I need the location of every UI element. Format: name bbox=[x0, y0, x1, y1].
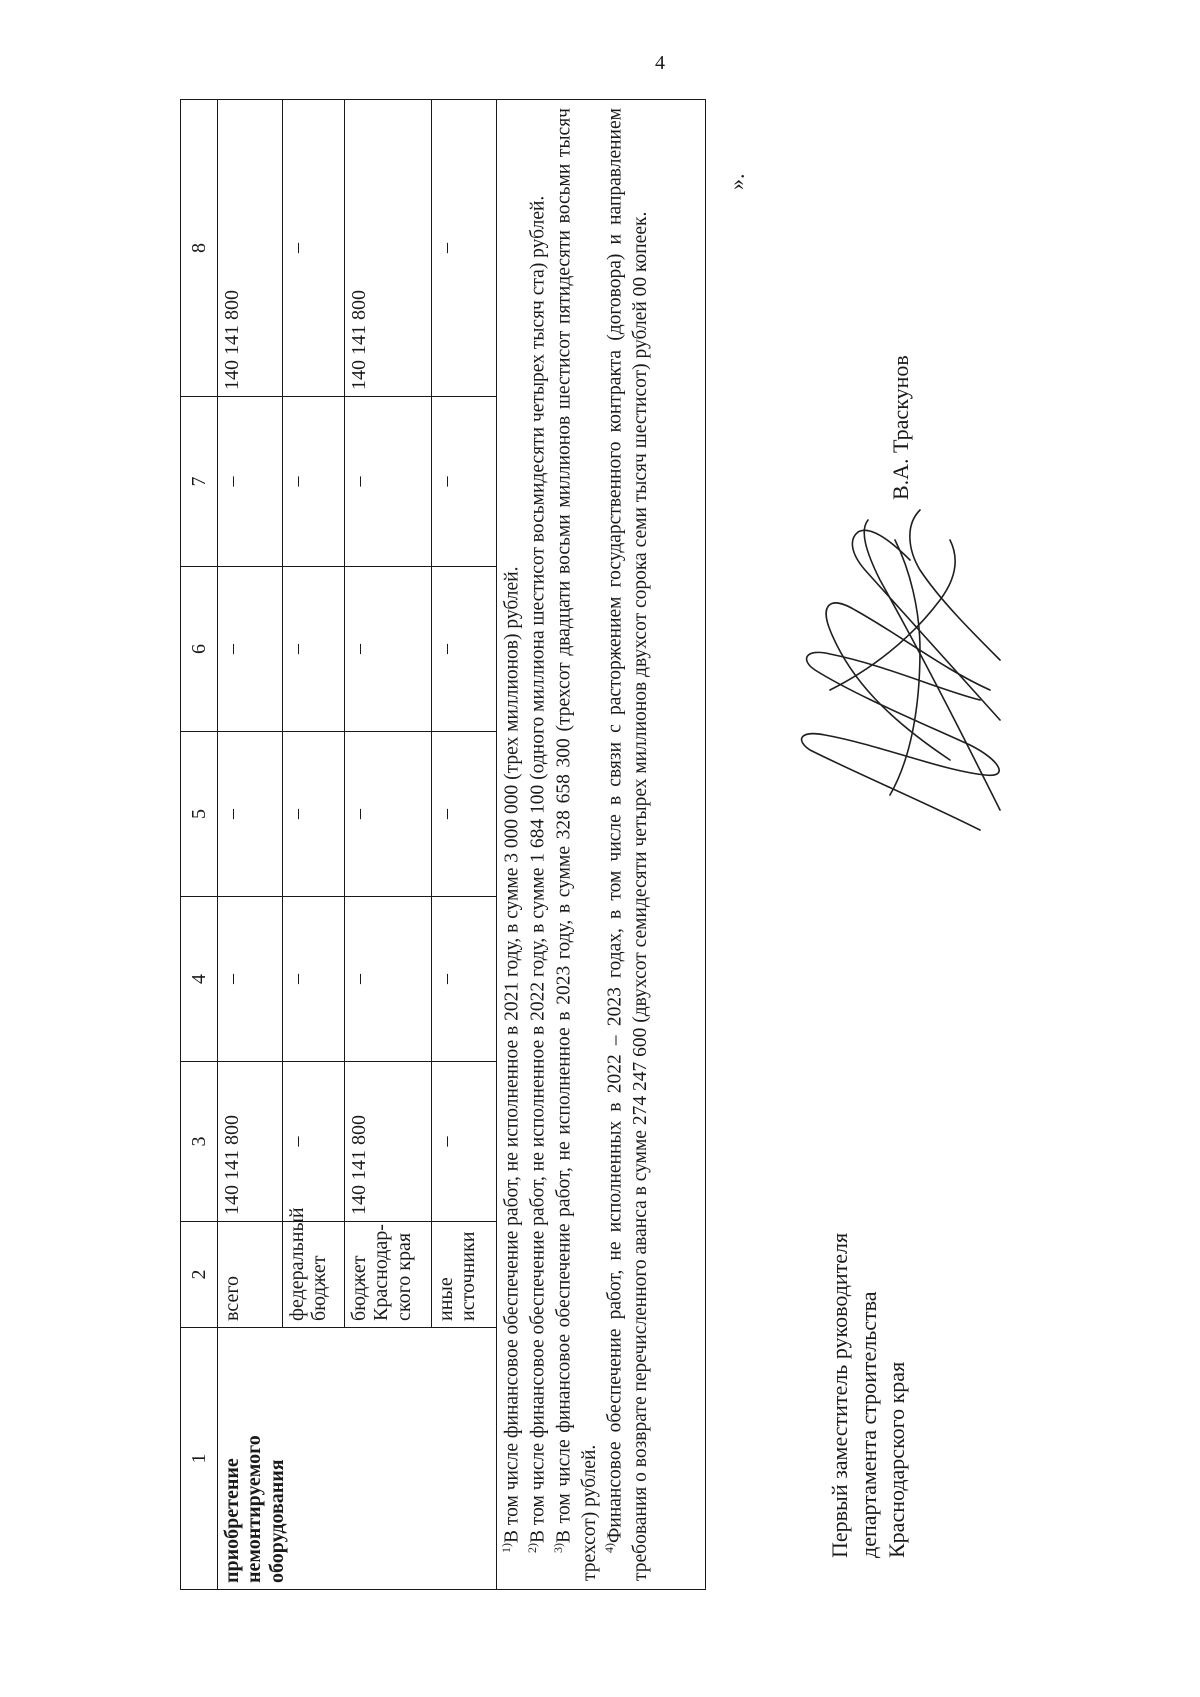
column-header: 6 bbox=[181, 567, 218, 732]
source-cell: всего bbox=[218, 1222, 283, 1328]
value-cell: – bbox=[283, 1062, 345, 1222]
closing-quote: ». bbox=[724, 173, 749, 190]
value-cell: – bbox=[283, 397, 345, 567]
value-cell: – bbox=[345, 897, 432, 1062]
footnote-text: В том числе финансовое обеспечение работ, не исполненное в 2022 году, в сумме 1 684 100 (одного миллиона шестисот восьмидесяти четырех тысяч ста) рублей. bbox=[527, 195, 549, 1543]
value-cell: – bbox=[218, 567, 283, 732]
value-cell: – bbox=[432, 100, 497, 397]
signer-name: В.А. Траскунов bbox=[888, 355, 913, 500]
budget-table bbox=[180, 99, 706, 1590]
value-cell: – bbox=[432, 567, 497, 732]
column-header: 2 bbox=[181, 1222, 218, 1328]
footnote-mark: 4) bbox=[601, 1543, 616, 1553]
value-cell: 140 141 800 bbox=[345, 100, 432, 397]
footnotes-cell bbox=[497, 100, 706, 1590]
value-cell: – bbox=[432, 1062, 497, 1222]
signer-title bbox=[826, 1233, 912, 1558]
value-cell: – bbox=[283, 567, 345, 732]
value-cell: – bbox=[283, 100, 345, 397]
signer-title-line: департамента строительства bbox=[855, 1291, 881, 1558]
footnote bbox=[551, 108, 602, 1581]
signer-title-line: Первый заместитель руководителя bbox=[827, 1232, 852, 1558]
footnote-text: Финансовое обеспечение работ, не исполненных в 2022 – 2023 годах, в том числе в связи с расторжением государственного контракта (договора) и направлением требования о возврате перечисленного аванса в сумме 274 247 600 (двухсот семидесяти четырех миллионов двухсот сорока семи тысяч шестисот) рублей 00 копеек. bbox=[604, 108, 651, 1581]
value-cell: – bbox=[283, 897, 345, 1062]
table-row bbox=[218, 100, 283, 1590]
value-cell: – bbox=[345, 567, 432, 732]
value-cell: 140 141 800 bbox=[345, 1062, 432, 1222]
value-cell: – bbox=[432, 732, 497, 897]
value-cell: – bbox=[432, 397, 497, 567]
value-cell: – bbox=[345, 732, 432, 897]
footnote-text: В том числе финансовое обеспечение работ, не исполненное в 2023 году, в сумме 328 658 300 (трехсот двадцати восьми миллионов шестисот пятидесяти восьми тысяч трехсот) рублей. bbox=[553, 108, 600, 1581]
value-cell: – bbox=[218, 897, 283, 1062]
value-cell: – bbox=[218, 732, 283, 897]
source-cell: федеральный бюджет bbox=[283, 1222, 345, 1328]
column-header: 5 bbox=[181, 732, 218, 897]
footnote bbox=[525, 108, 551, 1581]
footnote-mark: 1) bbox=[499, 1543, 513, 1553]
footnotes-row bbox=[497, 100, 706, 1590]
value-cell: 140 141 800 bbox=[218, 100, 283, 397]
page-number: 4 bbox=[655, 52, 665, 74]
signer-title-line: Краснодарского края bbox=[884, 1361, 910, 1558]
footnote-mark: 3) bbox=[550, 1543, 565, 1553]
value-cell: – bbox=[218, 397, 283, 567]
handwritten-signature bbox=[770, 470, 1030, 870]
column-header: 3 bbox=[181, 1062, 218, 1222]
footnote bbox=[602, 108, 653, 1581]
column-header: 7 bbox=[181, 397, 218, 567]
column-header: 1 bbox=[181, 1328, 218, 1590]
column-header: 4 bbox=[181, 897, 218, 1062]
source-cell: бюджет Краснодар-ского края bbox=[345, 1222, 432, 1328]
item-label: приобретение немонтируемого оборудования bbox=[218, 1328, 497, 1590]
footnote bbox=[499, 108, 525, 1581]
column-header: 8 bbox=[181, 100, 218, 397]
value-cell: – bbox=[345, 397, 432, 567]
value-cell: 140 141 800 bbox=[218, 1062, 283, 1222]
source-cell: иные источники bbox=[432, 1222, 497, 1328]
value-cell: – bbox=[283, 732, 345, 897]
value-cell: – bbox=[432, 897, 497, 1062]
rotated-landscape-content bbox=[180, 100, 913, 1590]
footnote-text: В том числе финансовое обеспечение работ, не исполненное в 2021 году, в сумме 3 000 000 (трех миллионов) рублей. bbox=[501, 566, 523, 1543]
table-header-row bbox=[181, 100, 218, 1590]
footnote-mark: 2) bbox=[524, 1543, 539, 1553]
